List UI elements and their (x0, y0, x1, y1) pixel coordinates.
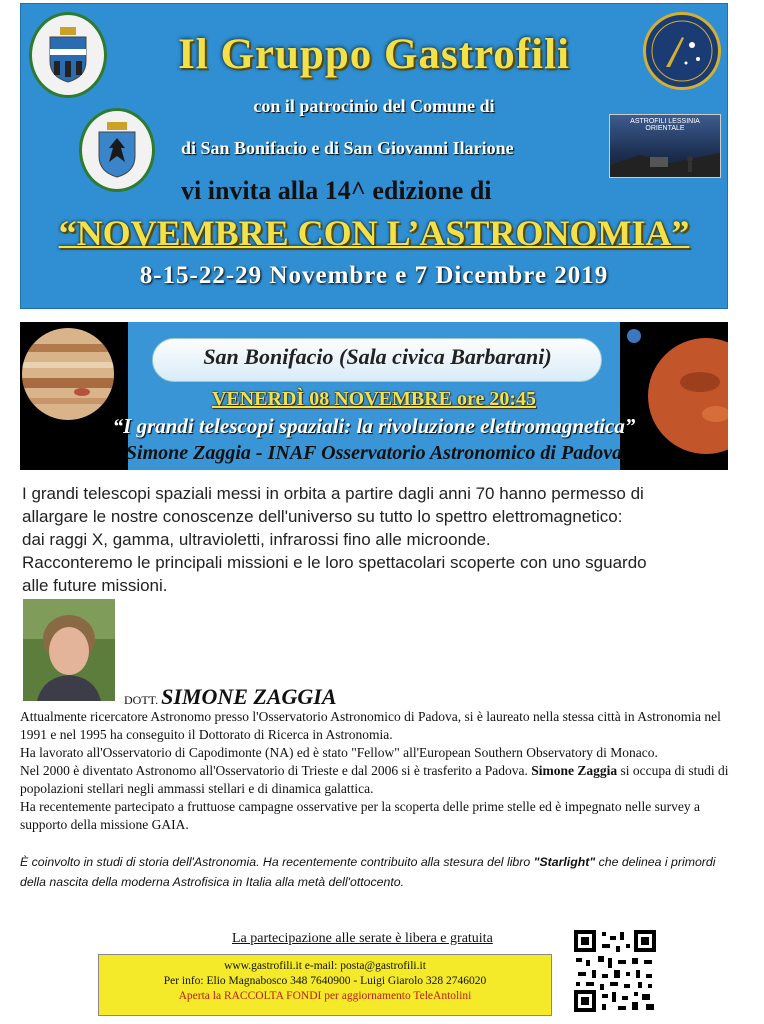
bio-paragraph: Ha lavorato all'Osservatorio di Capodimonte (NA) ed è stato "Fellow" all'European Southern Observatory di Monaco. (20, 745, 658, 760)
intro-line: alle future missioni. (22, 576, 168, 595)
website-email[interactable]: www.gastrofili.it e-mail: posta@gastrofili.it (224, 960, 426, 972)
talk-title: “I grandi telescopi spaziali: la rivoluzione elettromagnetica” (112, 414, 636, 438)
bio-text: si occupa di studi di popolazioni stellari negli ammassi stellari e di dinamica galattica. (20, 763, 729, 796)
group-title: Il Gruppo Gastrofili (178, 31, 570, 78)
speaker-line: Simone Zaggia - INAF Osservatorio Astronomico di Padova (125, 442, 623, 464)
speaker-heading (124, 684, 337, 710)
intro-paragraph (22, 482, 742, 597)
event-banner (20, 322, 728, 470)
bio-paragraph: Ha recentemente partecipato a fruttuose campagne osservative per la scoperta delle prime stelle ed è impegnato nelle survey a supporto della missione GAIA. (20, 799, 700, 832)
speaker-name: SIMONE ZAGGIA (161, 684, 337, 709)
contact-info-box (98, 954, 552, 1016)
bio-history-paragraph (20, 852, 740, 892)
book-title: "Starlight" (533, 855, 596, 869)
patronage-line: con il patrocinio del Comune di (253, 96, 495, 116)
bio-text: È coinvolto in studi di storia dell'Astronomia. Ha recentemente contribuito alla stesura del libro (20, 855, 534, 869)
bio-text: Nel 2000 è diventato Astronomo all'Osservatorio di Trieste e dal 2006 si è trasferito a Padova. (20, 763, 532, 778)
phone-info: Per info: Elio Magnabosco 348 7640900 - Luigi Giarolo 328 2746020 (163, 975, 487, 987)
event-date: VENERDÌ 08 NOVEMBRE ore 20:45 (211, 388, 537, 410)
speaker-photo-icon (23, 599, 115, 701)
astrofili-lessinia-logo-icon (609, 114, 721, 178)
event-header (20, 3, 728, 309)
free-entry-note: La partecipazione alle serate è libera e gratuita (232, 931, 493, 946)
qr-code-icon[interactable] (574, 930, 656, 1012)
intro-line: Racconteremo le principali missioni e le loro spettacolari scoperte con uno sguardo (22, 553, 647, 572)
intro-line: dai raggi X, gamma, ultravioletti, infrarossi fino alle microonde. (22, 530, 491, 549)
event-dates: 8-15-22-29 Novembre e 7 Dicembre 2019 (139, 262, 609, 289)
speaker-prefix: DOTT. (124, 693, 159, 707)
san-giovanni-ilarione-crest-icon (79, 108, 155, 192)
intro-line: I grandi telescopi spaziali messi in orbita a partire dagli anni 70 hanno permesso di (22, 484, 644, 503)
municipalities-line: di San Bonifacio e di San Giovanni Ilarione (181, 138, 514, 158)
invite-line: vi invita alla 14^ edizione di (181, 176, 492, 205)
intro-line: allargare le nostre conoscenze dell'universo su tutto lo spettro elettromagnetico: (22, 507, 623, 526)
lessinia-logo-text: ASTROFILI LESSINIA ORIENTALE (630, 118, 700, 132)
speaker-bio (20, 708, 740, 834)
venue: San Bonifacio (Sala civica Barbarani) (203, 344, 552, 369)
fundraising-note: Aperta la RACCOLTA FONDI per aggiornamento TeleAntolini (178, 990, 472, 1002)
bio-text: che delinea i primordi della nascita della moderna Astrofisica in Italia alla metà dell'ottocento. (20, 855, 716, 889)
bio-bold-name: Simone Zaggia (531, 763, 618, 778)
bio-paragraph: Attualmente ricercatore Astronomo presso l'Osservatorio Astronomico di Padova, si è laureato nella stessa città in Astronomia nel 1991 e nel 1995 ha conseguito il Dottorato di Ricerca in Astronomia. (20, 709, 721, 742)
bio-paragraph (20, 762, 740, 798)
event-name: “NOVEMBRE CON L’ASTRONOMIA” (58, 213, 690, 253)
